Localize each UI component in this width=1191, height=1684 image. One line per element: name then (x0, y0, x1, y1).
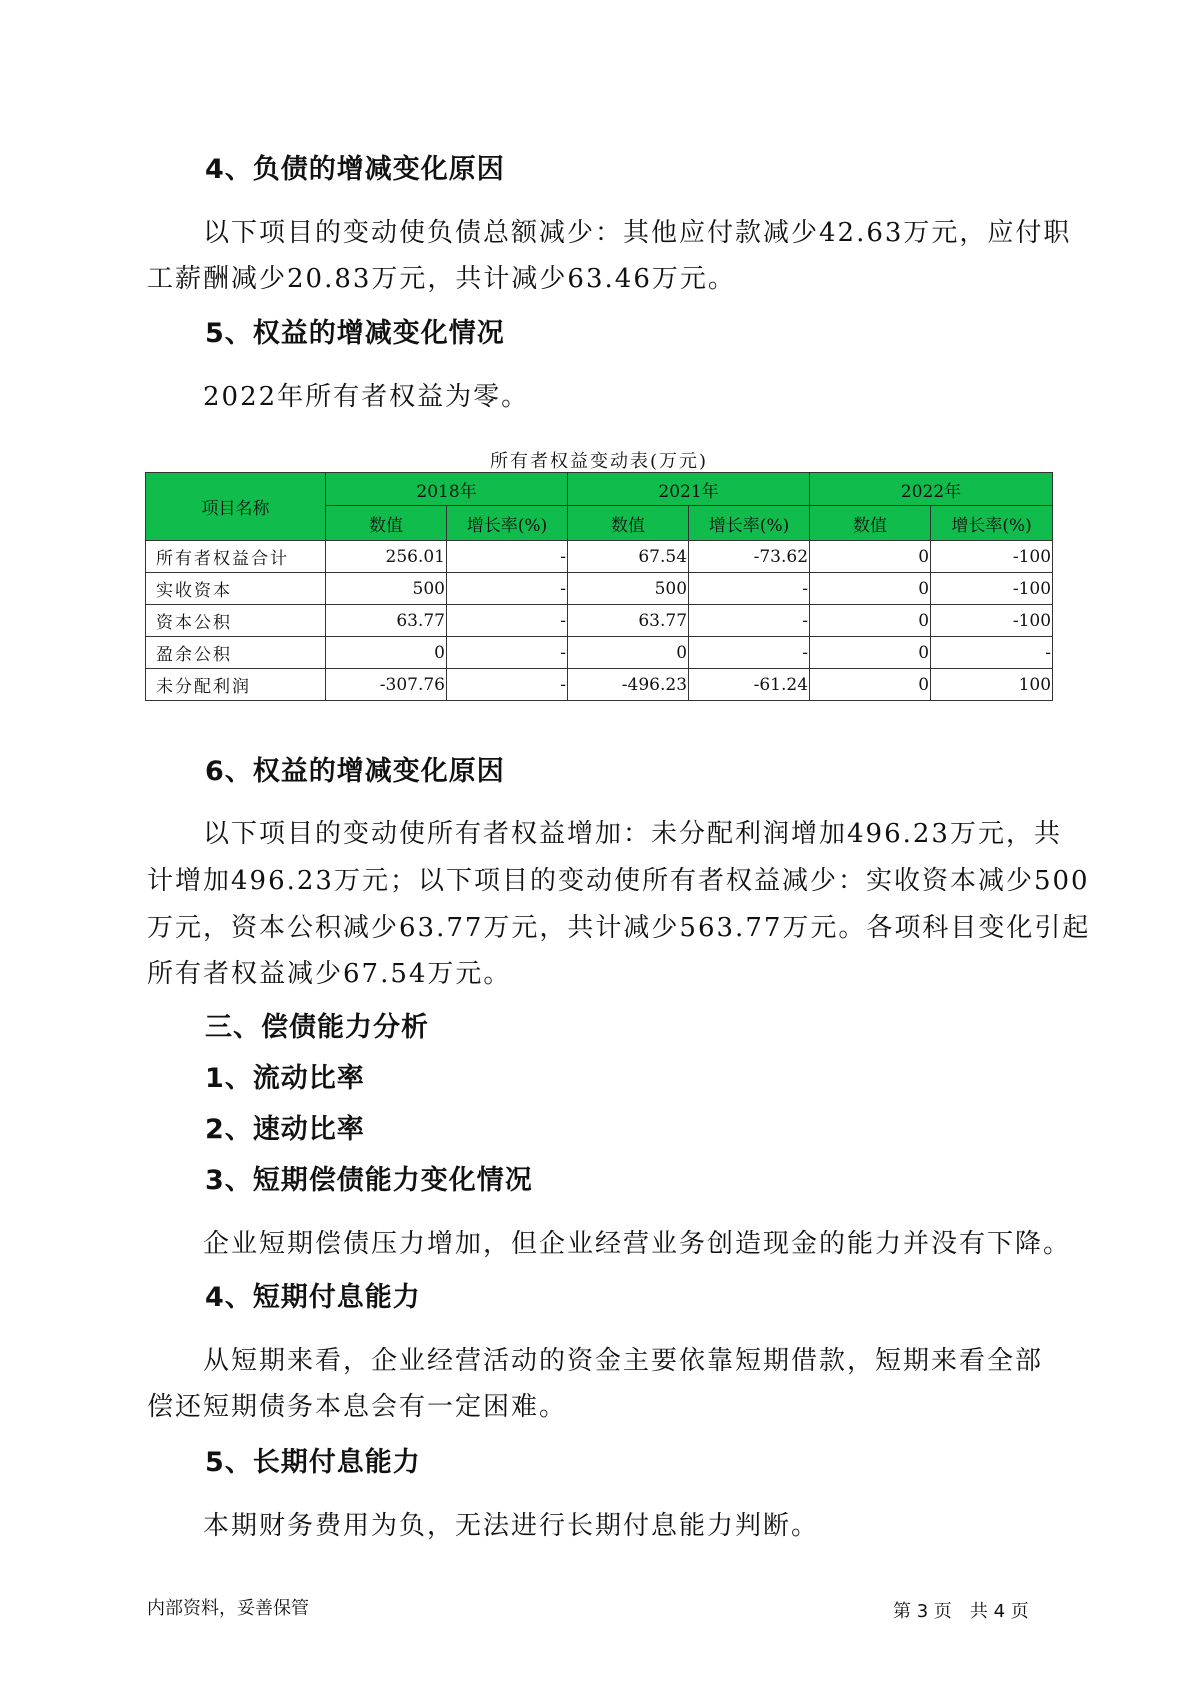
table-header-row (146, 473, 1053, 506)
section-heading-liability-reason: 4、负债的增减变化原因 (205, 154, 505, 185)
table-subheader-value: 数值 (810, 506, 931, 541)
table-cell: 0 (568, 637, 689, 669)
table-caption: 所有者权益变动表(万元) (490, 451, 709, 472)
table-row (146, 637, 1053, 669)
table-subheader-value: 数值 (568, 506, 689, 541)
paragraph-line: 偿还短期债务本息会有一定困难。 (147, 1392, 568, 1422)
section-heading-quick-ratio: 2、速动比率 (205, 1114, 365, 1145)
paragraph-line: 以下项目的变动使负债总额减少：其他应付款减少42.63万元，应付职 (203, 218, 1072, 248)
table-row (146, 541, 1053, 573)
table-header-year: 2021年 (568, 473, 810, 506)
paragraph-line: 万元，资本公积减少63.77万元，共计减少563.77万元。各项科目变化引起 (147, 913, 1091, 943)
table-cell: - (447, 573, 568, 605)
paragraph-line: 工薪酬减少20.83万元，共计减少63.46万元。 (147, 264, 736, 294)
paragraph-line: 企业短期偿债压力增加，但企业经营业务创造现金的能力并没有下降。 (203, 1229, 1072, 1259)
table-header-year: 2022年 (810, 473, 1053, 506)
table-cell: 500 (326, 573, 447, 605)
table-cell: 256.01 (326, 541, 447, 573)
paragraph-line: 2022年所有者权益为零。 (203, 382, 530, 412)
table-header-item: 项目名称 (146, 473, 326, 541)
equity-change-table (145, 472, 1053, 701)
footer-page-number: 第 3 页 共 4 页 (893, 1601, 1029, 1622)
table-cell: -100 (931, 541, 1053, 573)
section-heading-long-term-interest: 5、长期付息能力 (205, 1447, 421, 1478)
table-row-name: 所有者权益合计 (146, 541, 326, 573)
table-cell: 63.77 (568, 605, 689, 637)
table-header-year: 2018年 (326, 473, 568, 506)
table-subheader-rate: 增长率(%) (931, 506, 1053, 541)
table-cell: -73.62 (689, 541, 810, 573)
table-row (146, 669, 1053, 701)
table-cell: -100 (931, 573, 1053, 605)
table-cell: - (689, 637, 810, 669)
section-heading-short-term-interest: 4、短期付息能力 (205, 1282, 421, 1313)
paragraph-line: 以下项目的变动使所有者权益增加：未分配利润增加496.23万元，共 (203, 819, 1062, 849)
table-cell: - (447, 541, 568, 573)
paragraph-line: 计增加496.23万元；以下项目的变动使所有者权益减少：实收资本减少500 (147, 866, 1090, 896)
table-row (146, 573, 1053, 605)
table-cell: 0 (810, 669, 931, 701)
table-row (146, 605, 1053, 637)
table-cell: 0 (810, 605, 931, 637)
section-heading-equity-change: 5、权益的增减变化情况 (205, 318, 505, 349)
table-cell: - (447, 605, 568, 637)
table-subheader-value: 数值 (326, 506, 447, 541)
footer-confidential-note: 内部资料，妥善保管 (147, 1598, 309, 1619)
paragraph-line: 本期财务费用为负，无法进行长期付息能力判断。 (203, 1511, 820, 1541)
table-cell: - (689, 573, 810, 605)
section-heading-equity-reason: 6、权益的增减变化原因 (205, 756, 505, 787)
table-cell: - (931, 637, 1053, 669)
table-cell: -496.23 (568, 669, 689, 701)
table-cell: -307.76 (326, 669, 447, 701)
table-cell: 67.54 (568, 541, 689, 573)
paragraph-line: 所有者权益减少67.54万元。 (147, 959, 512, 989)
table-cell: -61.24 (689, 669, 810, 701)
section-heading-current-ratio: 1、流动比率 (205, 1063, 365, 1094)
table-cell: 0 (326, 637, 447, 669)
table-row-name: 未分配利润 (146, 669, 326, 701)
table-cell: 0 (810, 573, 931, 605)
table-cell: 63.77 (326, 605, 447, 637)
table-cell: - (689, 605, 810, 637)
paragraph-line: 从短期来看，企业经营活动的资金主要依靠短期借款，短期来看全部 (203, 1346, 1044, 1376)
table-row-name: 实收资本 (146, 573, 326, 605)
table-subheader-rate: 增长率(%) (447, 506, 568, 541)
table-cell: 0 (810, 541, 931, 573)
table-cell: 100 (931, 669, 1053, 701)
table-row-name: 盈余公积 (146, 637, 326, 669)
table-cell: -100 (931, 605, 1053, 637)
table-cell: 500 (568, 573, 689, 605)
part-heading-solvency: 三、偿债能力分析 (205, 1012, 429, 1043)
table-cell: 0 (810, 637, 931, 669)
table-subheader-rate: 增长率(%) (689, 506, 810, 541)
table-cell: - (447, 637, 568, 669)
table-cell: - (447, 669, 568, 701)
section-heading-short-term-solvency: 3、短期偿债能力变化情况 (205, 1165, 533, 1196)
table-row-name: 资本公积 (146, 605, 326, 637)
